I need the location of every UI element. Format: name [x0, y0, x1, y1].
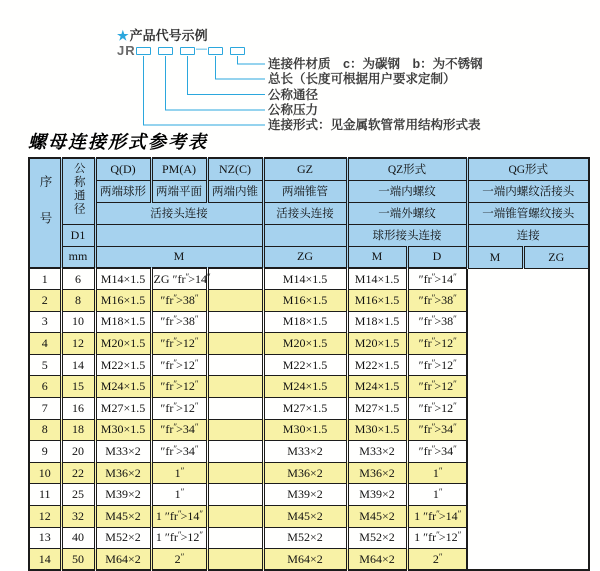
qg-m-cell: M33×2 [347, 441, 407, 463]
qz-d-cell: M30×1.5 [263, 419, 347, 441]
table-row [29, 441, 589, 463]
qz-d-cell: M33×2 [263, 441, 347, 463]
qg-zg-cell: ″fr″>38″ [407, 290, 467, 312]
header-d1: D1 [61, 224, 95, 246]
label-connection-type: 连接形式：见金属软管常用结构形式表 [268, 118, 481, 132]
header-unit-qg-m: M [467, 246, 523, 268]
gz-zg-cell: ″fr″>38″ [151, 290, 207, 312]
qz-d-cell: M36×2 [263, 462, 347, 484]
qg-m-cell: M27×1.5 [347, 398, 407, 420]
qg-zg-cell: ″fr″>12″ [407, 376, 467, 398]
table-row [29, 333, 589, 355]
table-row [29, 484, 589, 506]
label-nominal-diameter: 公称通径 [268, 87, 319, 102]
table-row [29, 506, 589, 528]
table-body [29, 268, 589, 570]
gz-zg-cell: ″fr″>34″ [151, 441, 207, 463]
qz-d-cell: M22×1.5 [263, 354, 347, 376]
m-cell: M36×2 [95, 462, 151, 484]
header-empty-gz [263, 224, 347, 246]
dn-cell: 6 [61, 268, 95, 290]
header-group-gz: GZ [263, 158, 347, 180]
qz-d-cell: M20×1.5 [263, 333, 347, 355]
table-row [29, 398, 589, 420]
product-code-prefix: JR [117, 43, 136, 58]
dn-cell: 40 [61, 527, 95, 549]
dn-cell: 18 [61, 419, 95, 441]
qg-m-cell: M64×2 [347, 549, 407, 571]
m-cell: M16×1.5 [95, 290, 151, 312]
gz-zg-cell: ZG ″fr″>14″ [151, 268, 207, 290]
seq-cell: 2 [29, 290, 61, 312]
m-cell: M14×1.5 [95, 268, 151, 290]
star-icon: ★ [117, 28, 129, 43]
gz-zg-cell: ″fr″>38″ [151, 311, 207, 333]
gz-zg-cell: ″fr″>34″ [151, 419, 207, 441]
header-sub-qz3: 球形接头连接 [347, 224, 467, 246]
seq-cell: 8 [29, 419, 61, 441]
qg-m-cell: M20×1.5 [347, 333, 407, 355]
m-cell: M33×2 [95, 441, 151, 463]
seq-cell: 10 [29, 462, 61, 484]
qg-m-cell: M16×1.5 [347, 290, 407, 312]
table-row [29, 290, 589, 312]
qz-m-cell [207, 333, 263, 355]
code-box-4 [208, 47, 223, 55]
qg-zg-cell: ″fr″>38″ [407, 311, 467, 333]
qg-zg-cell: ″fr″>12″ [407, 333, 467, 355]
seq-cell: 3 [29, 311, 61, 333]
header-dn: 公称通径 [61, 158, 95, 224]
qg-zg-cell: 1″ [407, 462, 467, 484]
qz-m-cell [207, 311, 263, 333]
qz-m-cell [207, 354, 263, 376]
header-unit-qz-m: M [347, 246, 407, 268]
m-cell: M24×1.5 [95, 376, 151, 398]
header-sub-qz2: 一端外螺纹 [347, 202, 467, 224]
qg-m-cell: M36×2 [347, 462, 407, 484]
table-row [29, 462, 589, 484]
table-row [29, 527, 589, 549]
header-group-qg: QG形式 [467, 158, 589, 180]
header-group-pm: PM(A) [151, 158, 207, 180]
qg-m-cell: M14×1.5 [347, 268, 407, 290]
gz-zg-cell: ″fr″>12″ [151, 354, 207, 376]
qz-m-cell [207, 376, 263, 398]
m-cell: M64×2 [95, 549, 151, 571]
gz-zg-cell: 1 ″fr″>12″ [151, 527, 207, 549]
label-nominal-pressure: 公称压力 [268, 103, 319, 117]
table-row [29, 549, 589, 571]
header-empty-m [95, 224, 263, 246]
table-title: 螺母连接形式参考表 [28, 132, 208, 153]
dn-cell: 10 [61, 311, 95, 333]
table-row [29, 354, 589, 376]
diagram-title-text: 产品代号示例 [129, 28, 208, 43]
table-header [29, 158, 589, 268]
header-unit-qz-d: D [407, 246, 467, 268]
nut-connection-reference-table [28, 157, 590, 571]
seq-cell: 14 [29, 549, 61, 571]
m-cell: M39×2 [95, 484, 151, 506]
qz-d-cell: M18×1.5 [263, 311, 347, 333]
code-box-3 [180, 47, 195, 55]
qz-m-cell [207, 290, 263, 312]
product-code-diagram [0, 0, 600, 132]
table-row [29, 268, 589, 290]
label-connector-material: 连接件材质 c：为碳钢 b：为不锈钢 [268, 57, 483, 71]
table-row [29, 376, 589, 398]
qg-m-cell: M45×2 [347, 506, 407, 528]
qg-zg-cell: ″fr″>12″ [407, 354, 467, 376]
qg-m-cell: M24×1.5 [347, 376, 407, 398]
qz-d-cell: M52×2 [263, 527, 347, 549]
gz-zg-cell: 1″ [151, 462, 207, 484]
qg-zg-cell: 1 ″fr″>14″ [407, 506, 467, 528]
code-dash: — [196, 43, 207, 55]
header-seq: 序号 [29, 158, 61, 268]
seq-cell: 1 [29, 268, 61, 290]
header-unit-qg-zg: ZG [523, 246, 589, 268]
qz-m-cell [207, 506, 263, 528]
header-sub-qg1: 一端内螺纹活接头 [467, 180, 589, 202]
qg-zg-cell: ″fr″>34″ [407, 419, 467, 441]
qg-zg-cell: 2″ [407, 549, 467, 571]
header-group-nz: NZ(C) [207, 158, 263, 180]
header-sub-qz1: 一端内螺纹 [347, 180, 467, 202]
code-box-2 [158, 47, 173, 55]
qg-zg-cell: ″fr″>14″ [407, 268, 467, 290]
header-sub-qg2: 一端锥管螺纹接头 [467, 202, 589, 224]
dn-cell: 50 [61, 549, 95, 571]
qg-m-cell: M18×1.5 [347, 311, 407, 333]
header-sub-q: 两端球形 [95, 180, 151, 202]
header-sub-nz: 两端内锥 [207, 180, 263, 202]
qz-m-cell [207, 419, 263, 441]
table-row [29, 311, 589, 333]
dn-cell: 32 [61, 506, 95, 528]
gz-zg-cell: 1 ″fr″>14″ [151, 506, 207, 528]
qz-d-cell: M14×1.5 [263, 268, 347, 290]
qg-zg-cell: ″fr″>34″ [407, 441, 467, 463]
gz-zg-cell: 2″ [151, 549, 207, 571]
gz-zg-cell: ″fr″>12″ [151, 376, 207, 398]
dn-cell: 25 [61, 484, 95, 506]
header-sub-pm: 两端平面 [151, 180, 207, 202]
qz-m-cell [207, 549, 263, 571]
m-cell: M18×1.5 [95, 311, 151, 333]
header-group-q: Q(D) [95, 158, 151, 180]
seq-cell: 6 [29, 376, 61, 398]
qz-m-cell [207, 398, 263, 420]
dn-cell: 8 [61, 290, 95, 312]
qg-m-cell: M22×1.5 [347, 354, 407, 376]
seq-cell: 12 [29, 506, 61, 528]
m-cell: M22×1.5 [95, 354, 151, 376]
qg-zg-cell: ″fr″>12″ [407, 398, 467, 420]
header-sub-gz2: 活接头连接 [263, 202, 347, 224]
label-total-length: 总长（长度可根据用户要求定制） [268, 72, 456, 86]
dn-cell: 22 [61, 462, 95, 484]
qz-d-cell: M39×2 [263, 484, 347, 506]
qz-d-cell: M16×1.5 [263, 290, 347, 312]
dn-cell: 12 [61, 333, 95, 355]
seq-cell: 13 [29, 527, 61, 549]
dn-cell: 16 [61, 398, 95, 420]
m-cell: M52×2 [95, 527, 151, 549]
qz-m-cell [207, 484, 263, 506]
code-box-1 [136, 47, 151, 55]
qg-m-cell: M30×1.5 [347, 419, 407, 441]
qz-m-cell [207, 441, 263, 463]
seq-cell: 11 [29, 484, 61, 506]
header-group-qz: QZ形式 [347, 158, 467, 180]
seq-cell: 5 [29, 354, 61, 376]
header-sub-union: 活接头连接 [95, 202, 263, 224]
qz-d-cell: M27×1.5 [263, 398, 347, 420]
gz-zg-cell: 1″ [151, 484, 207, 506]
qz-m-cell [207, 268, 263, 290]
qz-d-cell: M24×1.5 [263, 376, 347, 398]
dn-cell: 20 [61, 441, 95, 463]
gz-zg-cell: ″fr″>12″ [151, 333, 207, 355]
qg-zg-cell: 1 ″fr″>12″ [407, 527, 467, 549]
table-row [29, 419, 589, 441]
diagram-title [117, 25, 208, 44]
qz-d-cell: M45×2 [263, 506, 347, 528]
seq-cell: 7 [29, 398, 61, 420]
qz-m-cell [207, 462, 263, 484]
code-box-5 [230, 47, 245, 55]
seq-cell: 9 [29, 441, 61, 463]
qz-d-cell: M64×2 [263, 549, 347, 571]
gz-zg-cell: ″fr″>12″ [151, 398, 207, 420]
qg-m-cell: M39×2 [347, 484, 407, 506]
header-unit-mm: mm [61, 246, 95, 268]
header-unit-m: M [95, 246, 263, 268]
header-sub-gz: 两端锥管 [263, 180, 347, 202]
dn-cell: 15 [61, 376, 95, 398]
qg-m-cell: M52×2 [347, 527, 407, 549]
qz-m-cell [207, 527, 263, 549]
qg-zg-cell: 1″ [407, 484, 467, 506]
m-cell: M30×1.5 [95, 419, 151, 441]
m-cell: M45×2 [95, 506, 151, 528]
header-sub-qg3: 连接 [467, 224, 589, 246]
m-cell: M20×1.5 [95, 333, 151, 355]
dn-cell: 14 [61, 354, 95, 376]
m-cell: M27×1.5 [95, 398, 151, 420]
header-unit-gz-zg: ZG [263, 246, 347, 268]
seq-cell: 4 [29, 333, 61, 355]
